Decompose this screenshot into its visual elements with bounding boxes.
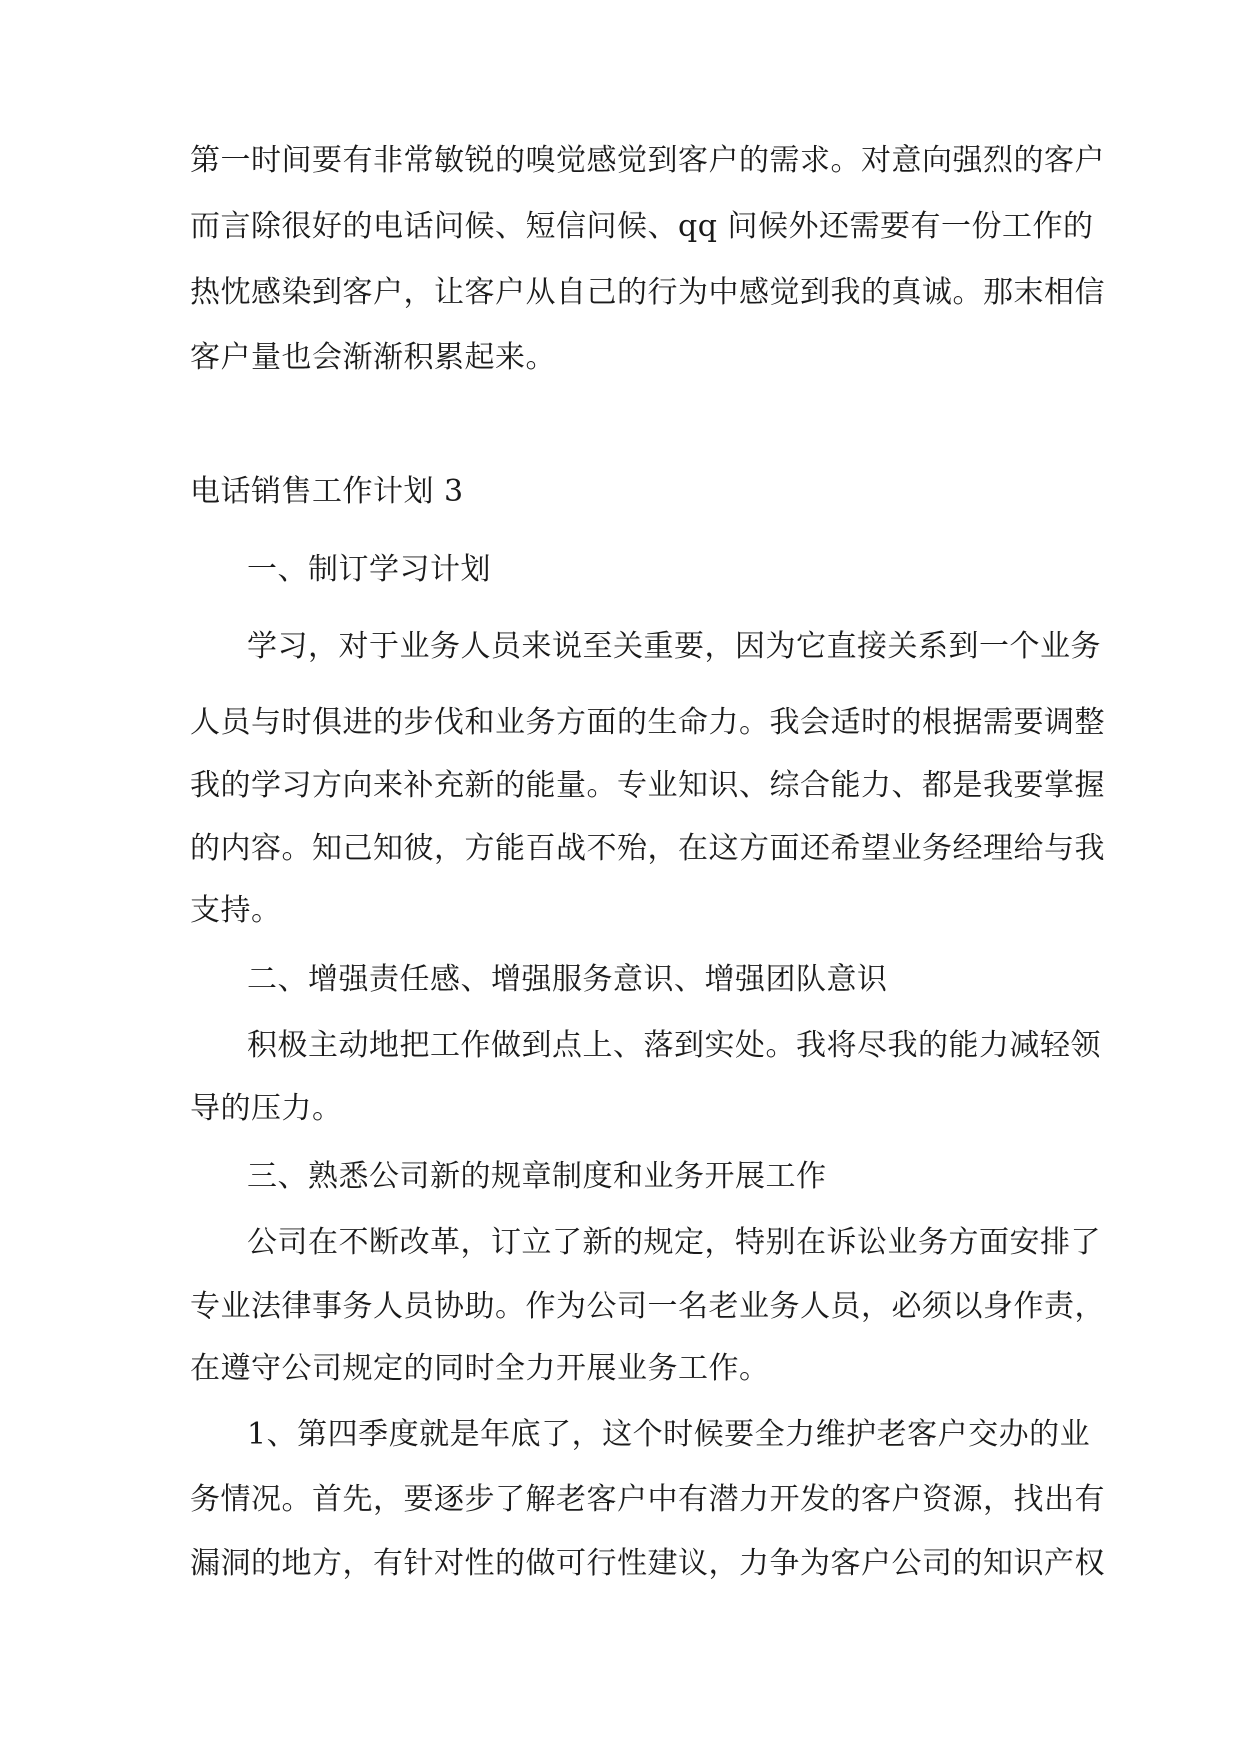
paragraph-line: 人员与时俱进的步伐和业务方面的生命力。我会适时的根据需要调整: [190, 705, 1105, 740]
paragraph-line: 在遵守公司规定的同时全力开展业务工作。: [190, 1351, 770, 1386]
paragraph-line: 我的学习方向来补充新的能量。专业知识、综合能力、都是我要掌握: [190, 768, 1105, 803]
paragraph-line: 1、第四季度就是年底了，这个时候要全力维护老客户交办的业: [247, 1417, 1091, 1452]
paragraph-line: 务情况。首先，要逐步了解老客户中有潜力开发的客户资源，找出有: [190, 1482, 1105, 1517]
paragraph-line: 积极主动地把工作做到点上、落到实处。我将尽我的能力减轻领: [247, 1028, 1101, 1063]
paragraph-line: 的内容。知己知彼，方能百战不殆，在这方面还希望业务经理给与我: [190, 831, 1105, 866]
paragraph-line: 导的压力。: [190, 1091, 343, 1126]
paragraph-line: 专业法律事务人员协助。作为公司一名老业务人员，必须以身作责，: [190, 1289, 1105, 1324]
paragraph-line: 客户量也会渐渐积累起来。: [190, 340, 556, 375]
paragraph-line: 支持。: [190, 893, 282, 928]
subheading: 一、制订学习计划: [247, 552, 491, 587]
paragraph-line: 公司在不断改革，订立了新的规定，特别在诉讼业务方面安排了: [247, 1225, 1101, 1260]
subheading: 二、增强责任感、增强服务意识、增强团队意识: [247, 962, 888, 997]
subheading: 三、熟悉公司新的规章制度和业务开展工作: [247, 1159, 827, 1194]
paragraph-line: 第一时间要有非常敏锐的嗅觉感觉到客户的需求。对意向强烈的客户: [190, 143, 1105, 178]
paragraph-line: 热忱感染到客户，让客户从自己的行为中感觉到我的真诚。那末相信: [190, 275, 1105, 310]
paragraph-line: 而言除很好的电话问候、短信问候、qq 问候外还需要有一份工作的: [190, 209, 1094, 244]
paragraph-line: 漏洞的地方，有针对性的做可行性建议，力争为客户公司的知识产权: [190, 1546, 1105, 1581]
paragraph-line: 学习，对于业务人员来说至关重要，因为它直接关系到一个业务: [247, 629, 1101, 664]
section-title: 电话销售工作计划 3: [190, 474, 464, 509]
